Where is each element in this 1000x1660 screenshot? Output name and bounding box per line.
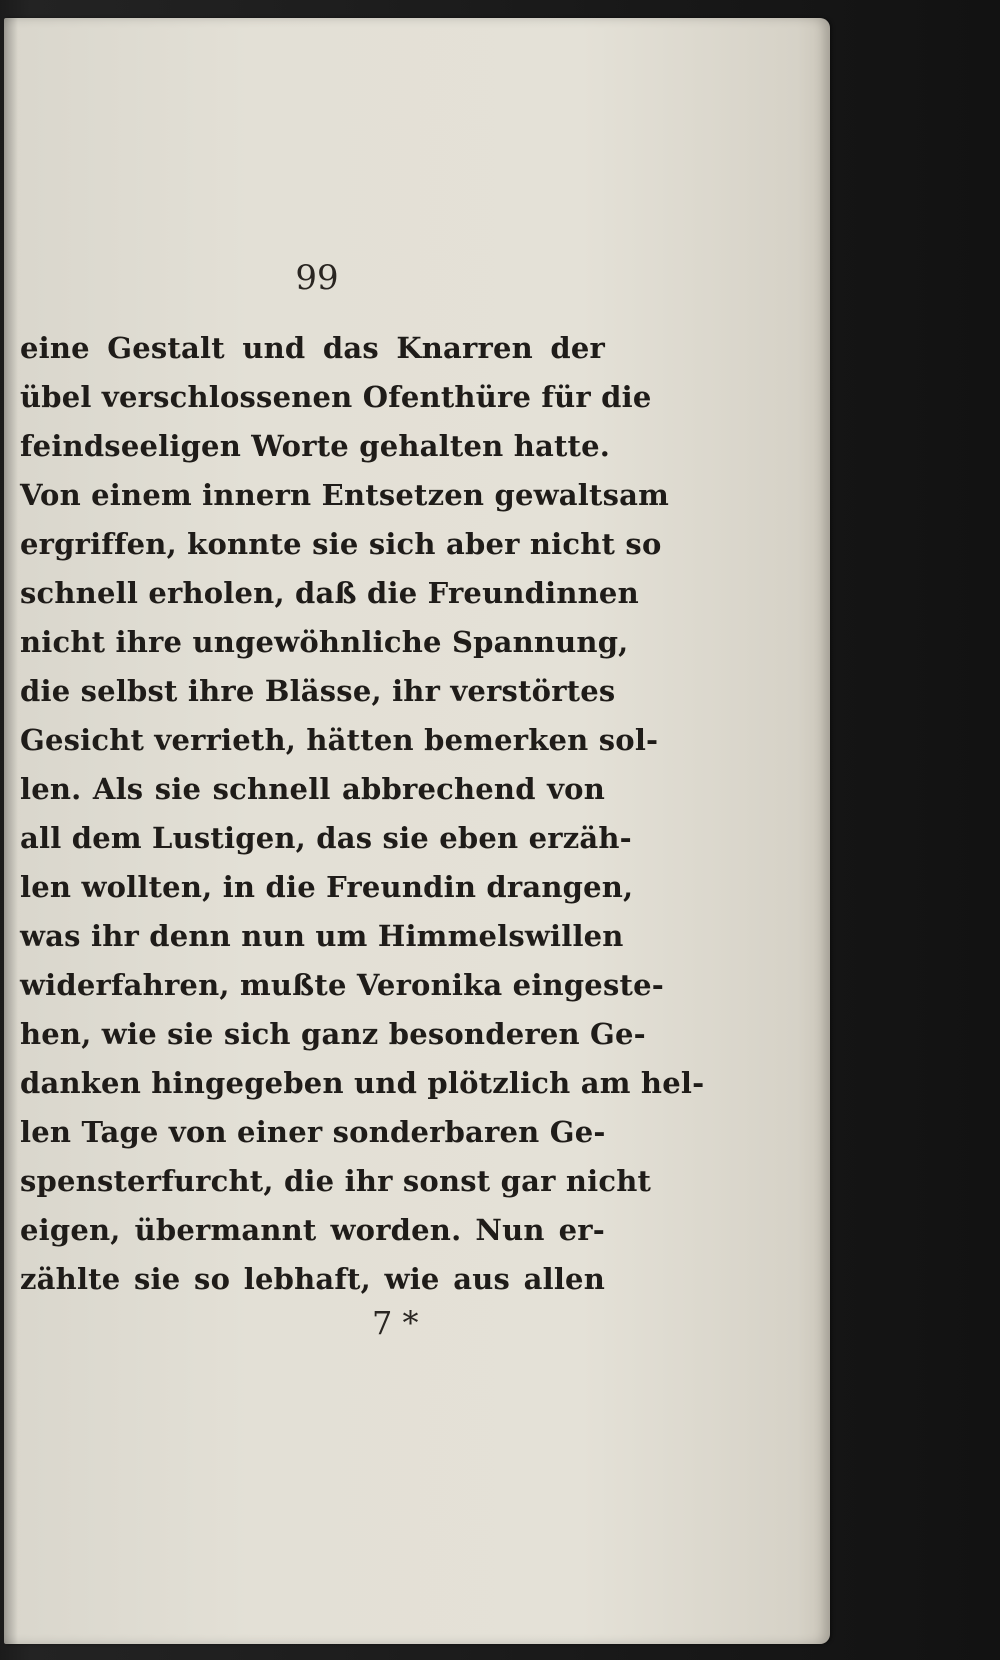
text-line: was ihr denn nun um Himmelswillen: [20, 919, 624, 953]
text-line: widerfahren, mußte Veronika eingeste-: [20, 968, 664, 1002]
text-line: die selbst ihre Blässe, ihr verstörtes: [20, 674, 616, 708]
text-line: eine Gestalt und das Knarren der: [20, 331, 605, 365]
page-number: 99: [295, 258, 339, 298]
text-line: len Tage von einer sonderbaren Ge-: [20, 1115, 606, 1149]
text-line: danken hingegeben und plötzlich am hel-: [20, 1066, 705, 1100]
spine-shadow: [4, 18, 18, 1644]
body-text: [20, 324, 705, 1304]
text-line: feindseeligen Worte gehalten hatte.: [20, 429, 611, 463]
book-page: [4, 18, 830, 1644]
text-line: hen, wie sie sich ganz besonderen Ge-: [20, 1017, 646, 1051]
text-line: übel verschlossenen Ofenthüre für die: [20, 380, 652, 414]
signature-mark: 7 *: [372, 1304, 419, 1342]
text-line: Gesicht verrieth, hätten bemerken sol-: [20, 723, 659, 757]
text-line: schnell erholen, daß die Freundinnen: [20, 576, 639, 610]
text-line: len wollten, in die Freundin drangen,: [20, 870, 634, 904]
text-line: len. Als sie schnell abbrechend von: [20, 772, 605, 806]
text-line: spensterfurcht, die ihr sonst gar nicht: [20, 1164, 652, 1198]
text-line: ergriffen, konnte sie sich aber nicht so: [20, 527, 662, 561]
text-line: nicht ihre ungewöhnliche Spannung,: [20, 625, 629, 659]
text-line: eigen, übermannt worden. Nun er-: [20, 1213, 605, 1247]
text-line: zählte sie so lebhaft, wie aus allen: [20, 1262, 605, 1296]
text-line: Von einem innern Entsetzen gewaltsam: [20, 478, 669, 512]
text-line: all dem Lustigen, das sie eben erzäh-: [20, 821, 632, 855]
